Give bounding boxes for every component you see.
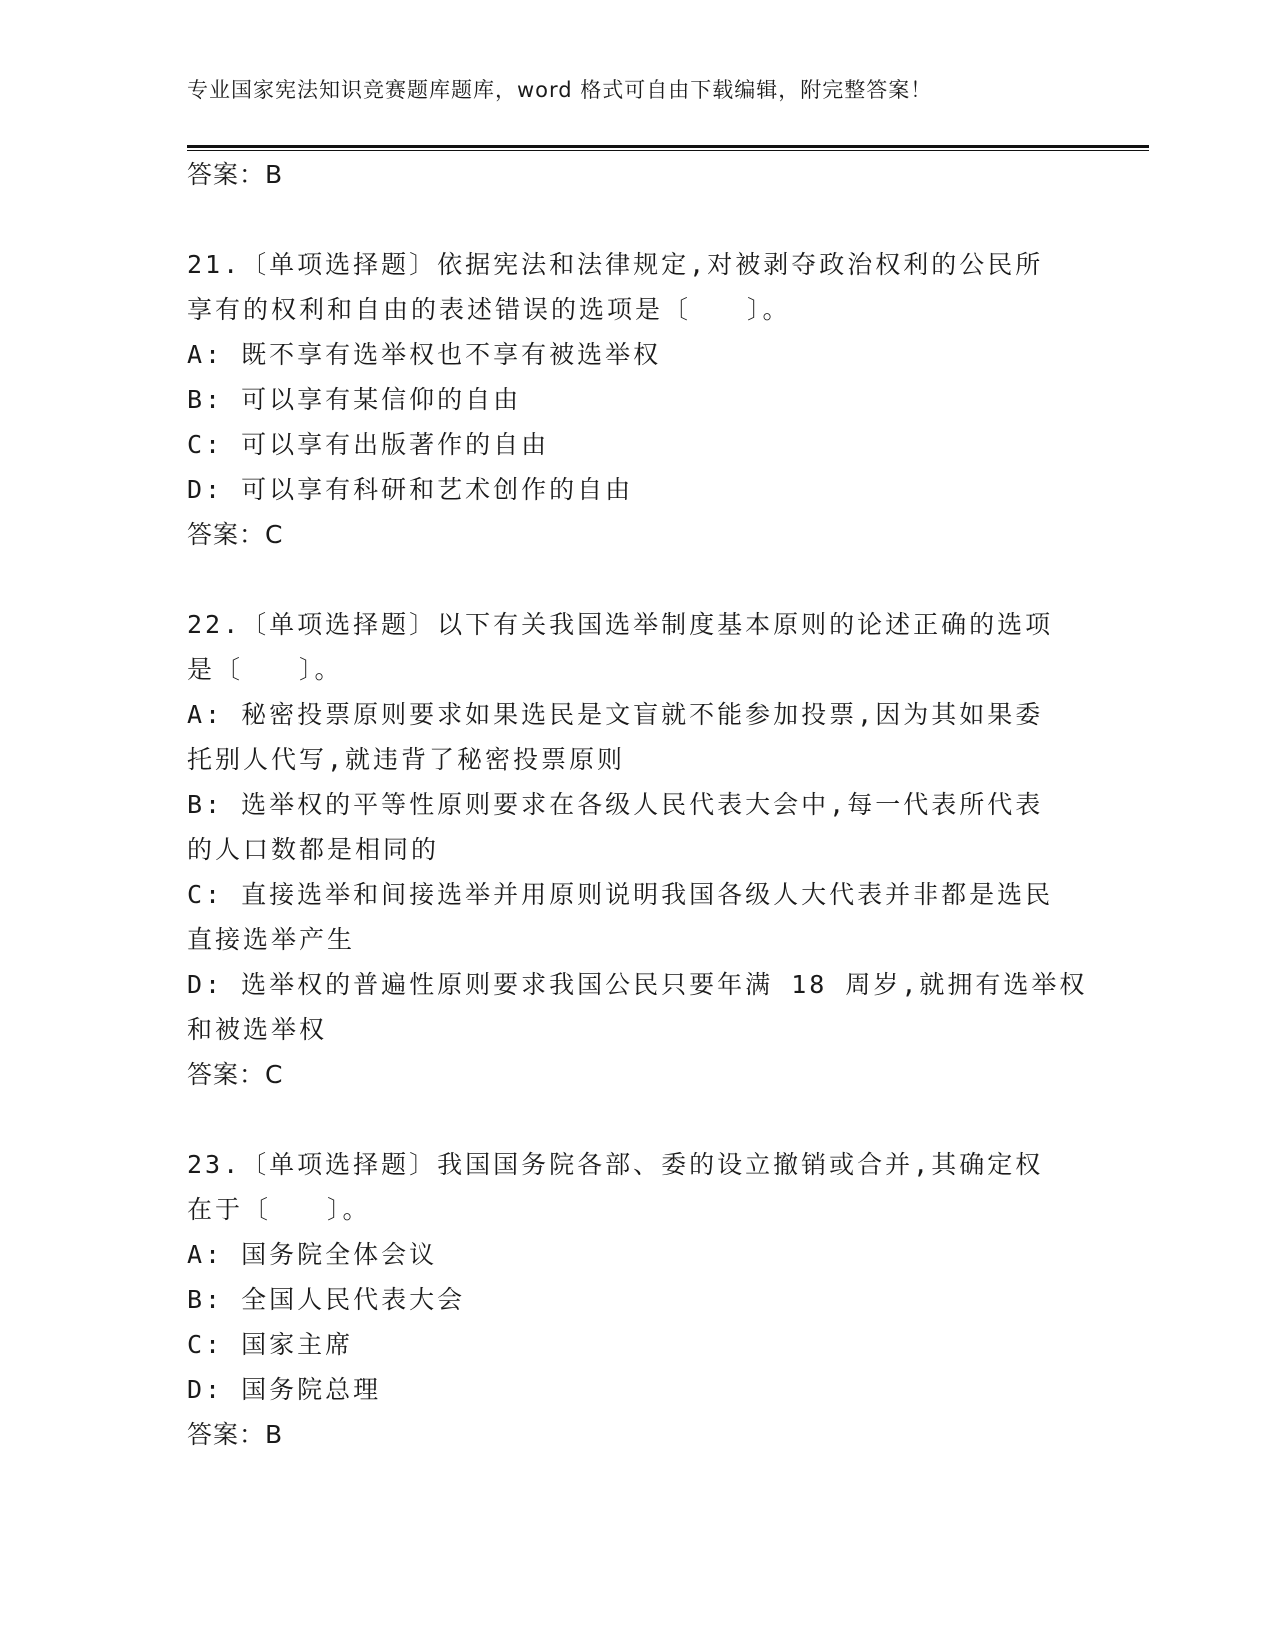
option-b: B: 全国人民代表大会 — [187, 1285, 466, 1314]
header-divider-thick — [187, 145, 1149, 148]
question-21 — [187, 242, 1087, 557]
question-stem: 21.〔单项选择题〕依据宪法和法律规定,对被剥夺政治权利的公民所 — [187, 250, 1044, 279]
page-header: 专业国家宪法知识竞赛题库题库，word 格式可自由下载编辑，附完整答案！ — [187, 78, 933, 102]
option-c: C: 国家主席 — [187, 1330, 354, 1359]
question-stem: 享有的权利和自由的表述错误的选项是〔 〕。 — [187, 295, 791, 324]
option-b: B: 选举权的平等性原则要求在各级人民代表大会中,每一代表所代表 — [187, 790, 1044, 819]
header-divider-thin — [187, 150, 1149, 151]
answer-line: 答案：B — [187, 160, 284, 189]
option-d: D: 可以享有科研和艺术创作的自由 — [187, 475, 634, 504]
option-c: C: 直接选举和间接选举并用原则说明我国各级人大代表并非都是选民 — [187, 880, 1054, 909]
question-stem: 在于〔 〕。 — [187, 1195, 371, 1224]
answer-line: 答案：C — [187, 1060, 284, 1089]
question-stem: 22.〔单项选择题〕以下有关我国选举制度基本原则的论述正确的选项 — [187, 610, 1054, 639]
option-c: C: 可以享有出版著作的自由 — [187, 430, 550, 459]
option-a-continued: 托别人代写,就违背了秘密投票原则 — [187, 745, 626, 774]
option-d: D: 国务院总理 — [187, 1375, 382, 1404]
document-content — [187, 152, 1087, 1457]
option-c-continued: 直接选举产生 — [187, 925, 356, 954]
option-a: A: 秘密投票原则要求如果选民是文盲就不能参加投票,因为其如果委 — [187, 700, 1044, 729]
option-b: B: 可以享有某信仰的自由 — [187, 385, 522, 414]
option-a: A: 既不享有选举权也不享有被选举权 — [187, 340, 662, 369]
option-a: A: 国务院全体会议 — [187, 1240, 438, 1269]
question-stem: 23.〔单项选择题〕我国国务院各部、委的设立撤销或合并,其确定权 — [187, 1150, 1044, 1179]
answer-line: 答案：C — [187, 520, 284, 549]
option-d: D: 选举权的普遍性原则要求我国公民只要年满 18 周岁,就拥有选举权 — [187, 970, 1088, 999]
option-b-continued: 的人口数都是相同的 — [187, 835, 440, 864]
question-23 — [187, 1142, 1087, 1457]
answer-line: 答案：B — [187, 1420, 284, 1449]
question-22 — [187, 602, 1087, 1097]
option-d-continued: 和被选举权 — [187, 1015, 328, 1044]
question-stem: 是〔 〕。 — [187, 655, 343, 684]
